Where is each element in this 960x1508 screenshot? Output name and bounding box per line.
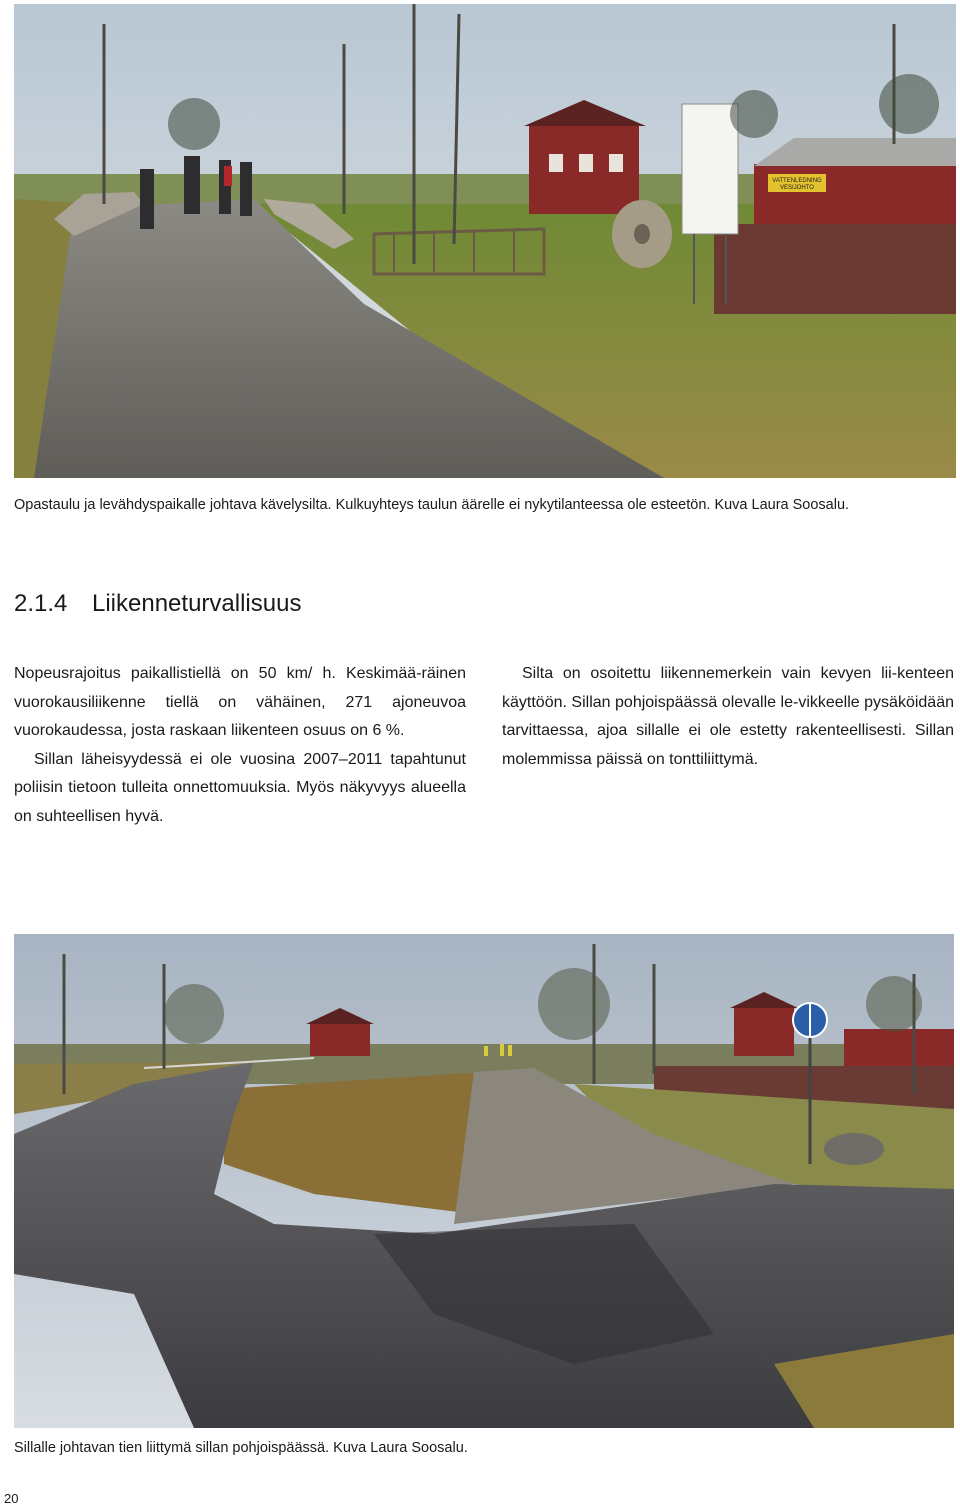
photo-caption-1: Opastaulu ja levähdyspaikalle johtava kävelysilta. Kulkuyhteys taulun äärelle ei nykytilanteessa ole esteetön. Kuva Laura Soosalu. xyxy=(14,497,850,513)
paragraph-accidents: Sillan läheisyydessä ei ole vuosina 2007–2011 tapahtunut poliisin tietoon tulleita onnettomuuksia. Myös näkyvyys alueella on suhteellisen hyvä. xyxy=(14,750,466,825)
page-number: 20 xyxy=(4,1491,19,1506)
paragraph-speed-limit: Nopeusrajoitus paikallistiellä on 50 km/ h. Keskimää-räinen vuorokausiliikenne tiellä on vähäinen, 271 ajoneuvoa vuorokaudessa, josta raskaan liikenteen osuus on 6 %. xyxy=(14,665,466,740)
photo-bridge-walkway xyxy=(14,4,956,478)
section-heading xyxy=(14,590,301,618)
section-title: Liikenneturvallisuus xyxy=(92,590,302,617)
photo-caption-2: Sillalle johtavan tien liittymä sillan pohjoispäässä. Kuva Laura Soosalu. xyxy=(14,1440,468,1456)
paragraph-bridge-use: Silta on osoitettu liikennemerkein vain kevyen lii-kenteen käyttöön. Sillan pohjoispäässä olevalle le-vikkeelle pysäköidään tarvittaessa, ajoa sillalle ei ole estetty rakenteellisesti. Sillan molemmissa päissä on tonttiliittymä. xyxy=(502,665,954,768)
svg-text:VATTENLEDNING: VATTENLEDNING xyxy=(772,178,822,184)
photo-road-junction-image xyxy=(14,934,954,1428)
svg-text:VESIJOHTO: VESIJOHTO xyxy=(780,185,814,191)
text-column-left xyxy=(14,660,466,832)
photo-road-junction xyxy=(14,934,954,1428)
section-number: 2.1.4 xyxy=(14,590,68,617)
photo-bridge-walkway-image xyxy=(14,4,956,478)
text-column-right xyxy=(502,660,954,774)
